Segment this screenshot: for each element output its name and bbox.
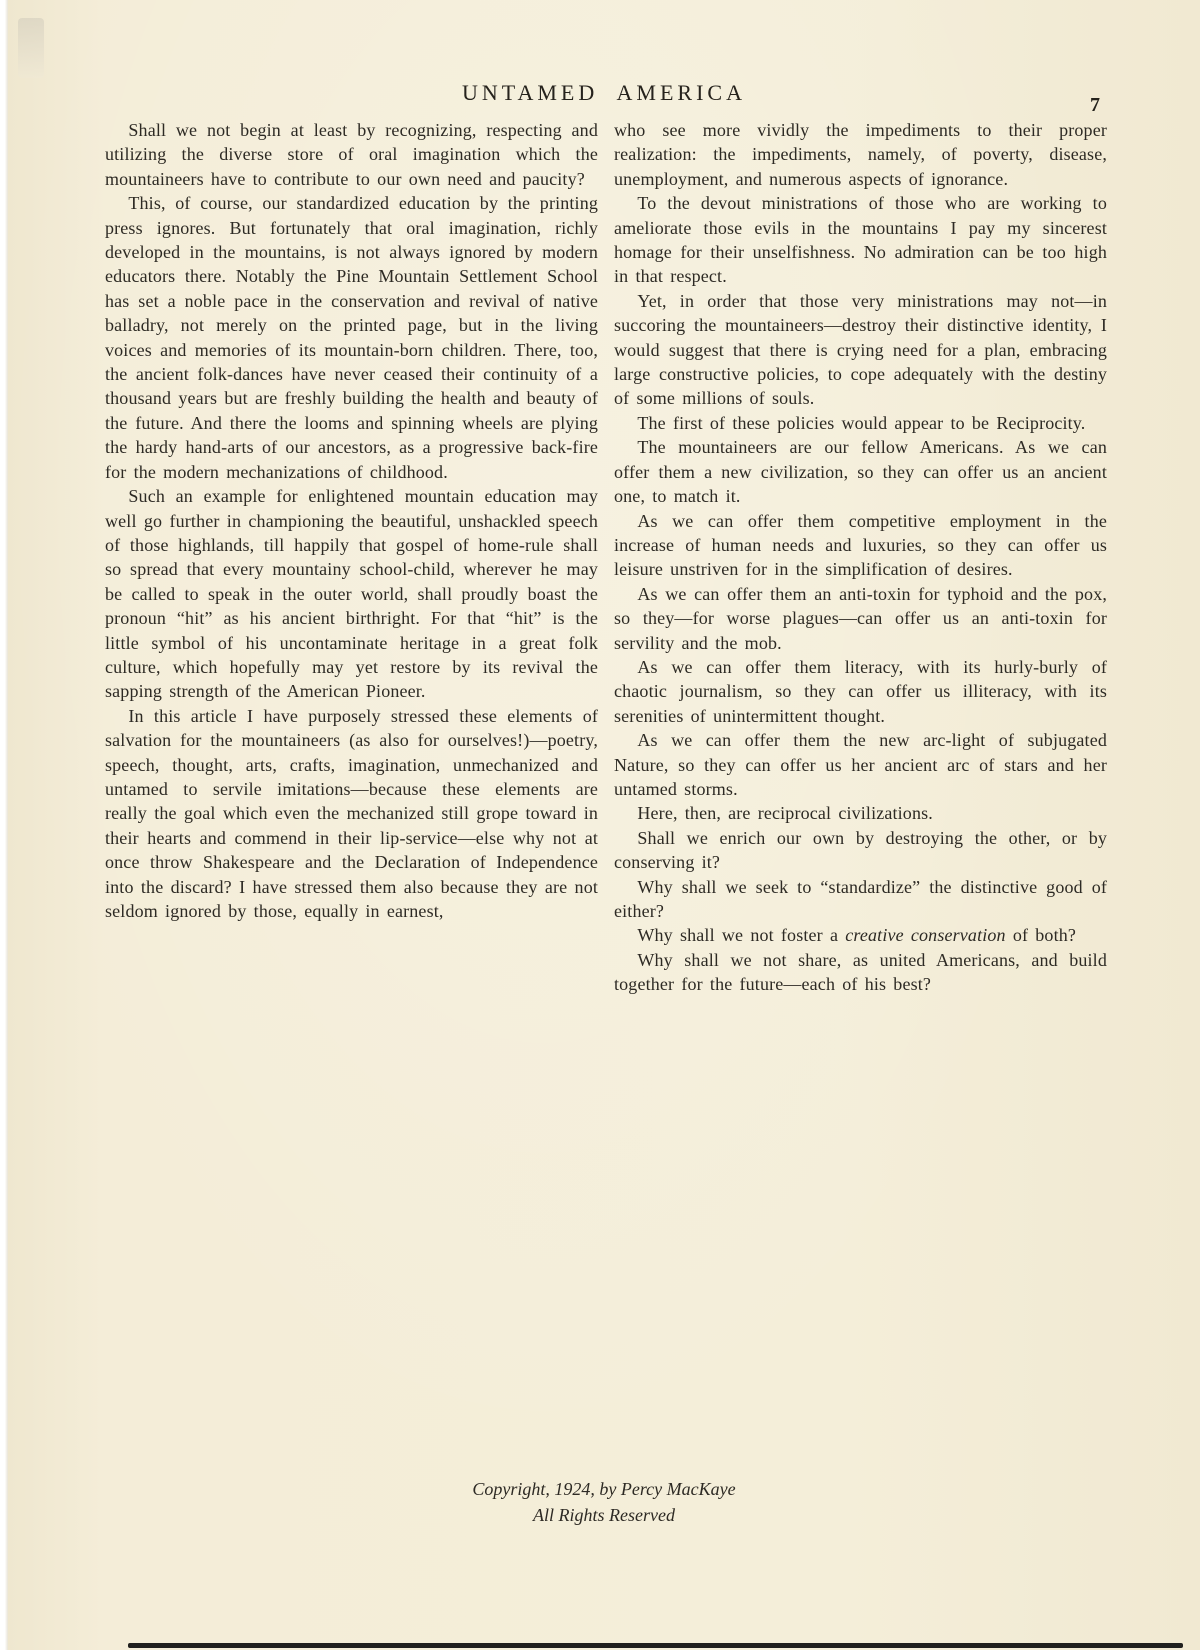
copyright-line: Copyright, 1924, by Percy MacKaye bbox=[472, 1479, 736, 1499]
scan-edge-left bbox=[0, 0, 8, 1650]
paragraph: As we can offer them an anti-toxin for typhoid and the pox, so they—for worse plagues—can offer us an anti-toxin for servility and the mob. bbox=[614, 583, 1107, 653]
page-number: 7 bbox=[1090, 94, 1100, 116]
paragraph: Shall we enrich our own by destroying the other, or by conserving it? bbox=[614, 827, 1107, 873]
paragraph: This, of course, our standardized education by the printing press ignores. But fortunately that oral imagination, richly developed in the mountains, is not always ignored by modern educators there. Notably the Pine Mountain Settlement School has set a noble pace in the conservation and revival of native balladry, not merely on the printed page, but in the living voices and memories of its mountain-born children. There, too, the ancient folk-dances have never ceased their continuity of a thousand years but are freshly building the health and beauty of the future. And there the looms and spinning wheels are plying the hardy hand-arts of our ancestors, as a progressive back-fire for the modern mechanizations of childhood. bbox=[105, 193, 598, 482]
paragraph: Shall we not begin at least by recognizing, respecting and utilizing the diverse store of oral imagination which the mountaineers have to contribute to our own need and paucity? bbox=[105, 120, 598, 189]
paragraph: Yet, in order that those very ministrations may not—in succoring the mountaineers—destroy their distinctive identity, I would suggest that there is crying need for a plan, embracing large constructive policies, to cope adequately with the destiny of some millions of souls. bbox=[614, 290, 1107, 409]
paper-background bbox=[8, 0, 1200, 1650]
paragraph: Why shall we seek to “standardize” the distinctive good of either? bbox=[614, 876, 1107, 921]
paragraph: Why shall we not share, as united Americans, and build together for the future—each of his best? bbox=[614, 949, 1107, 995]
paragraph: As we can offer them literacy, with its hurly-burly of chaotic journalism, so they can offer us illiteracy, with its serenities of unintermittent thought. bbox=[614, 656, 1107, 726]
right-column bbox=[614, 118, 1107, 997]
paragraph: To the devout ministrations of those who are working to ameliorate those evils in the mountains I pay my sincerest homage for their unselfishness. No admiration can be too high in that respect. bbox=[614, 193, 1107, 287]
paragraph: The first of these policies would appear to be Reciprocity. bbox=[637, 412, 1086, 433]
scan-smudge bbox=[18, 18, 44, 78]
rights-reserved-line: All Rights Reserved bbox=[533, 1505, 675, 1525]
italic-text: creative conservation bbox=[845, 925, 1006, 946]
paragraph: As we can offer them competitive employment in the increase of human needs and luxuries, so they can offer us leisure unstriven for in the simplification of desires. bbox=[614, 510, 1107, 580]
paragraph: The mountaineers are our fellow Americans. As we can offer them a new civilization, so they can offer us an ancient one, to match it. bbox=[614, 437, 1107, 507]
scan-edge-bottom bbox=[128, 1643, 1183, 1648]
copyright-footer bbox=[8, 1476, 1200, 1528]
page-header bbox=[8, 80, 1200, 120]
paragraph: Here, then, are reciprocal civilizations. bbox=[637, 803, 933, 824]
text-segment: Why shall we not foster a bbox=[637, 925, 846, 946]
text-segment: of both? bbox=[1005, 925, 1077, 946]
text-columns bbox=[105, 118, 1107, 997]
left-column bbox=[105, 118, 598, 997]
paragraph: who see more vividly the impediments to their proper realization: the impediments, namely, of poverty, disease, unemployment, and numerous aspects of ignorance. bbox=[614, 120, 1107, 189]
paragraph: Such an example for enlightened mountain education may well go further in championing the beautiful, unshackled speech of those highlands, till happily that gospel of home-rule shall so spread that every mountainy school-child, wherever he may be called to speak in the outer world, shall proudly boast the pronoun “hit” as his ancient birthright. For that “hit” is the little symbol of his uncontaminate heritage in a great folk culture, which hopefully may yet restore by its revival the sapping strength of the American Pioneer. bbox=[105, 486, 598, 702]
paragraph: As we can offer them the new arc-light of subjugated Nature, so they can offer us her ancient arc of stars and her untamed storms. bbox=[614, 730, 1107, 799]
paragraph: In this article I have purposely stressed these elements of salvation for the mountaineers (as also for ourselves!)—poetry, speech, thought, arts, crafts, imagination, unmechanized and untamed to servile imitations—because these elements are really the goal which even the mechanized still grope toward in their hearts and commend in their lip-service—else why not at once throw Shakespeare and the Declaration of Independence into the discard? I have stressed them also because they are not seldom ignored by those, equally in earnest, bbox=[105, 705, 598, 921]
page-title: UNTAMED AMERICA bbox=[462, 80, 746, 105]
paragraph bbox=[614, 923, 1107, 947]
